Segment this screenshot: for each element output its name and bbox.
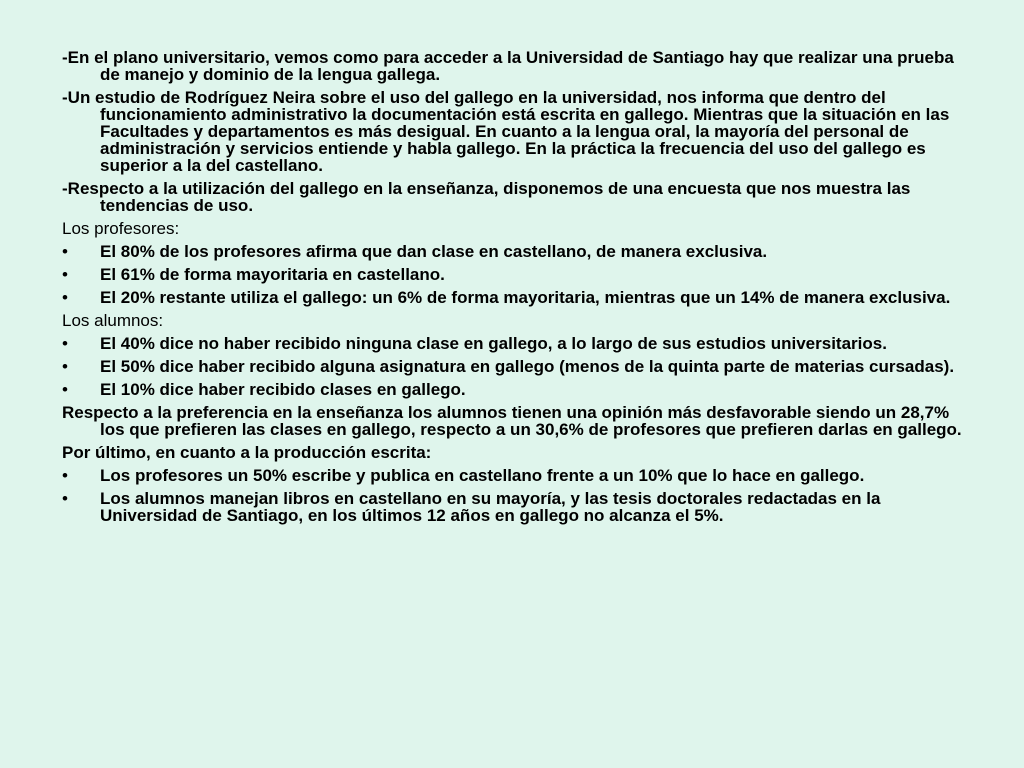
list-item-text: El 40% dice no haber recibido ninguna clase en gallego, a lo largo de sus estudios universitarios. xyxy=(100,334,887,353)
heading-alumnos: Los alumnos: xyxy=(62,311,164,330)
list-item-alumnos xyxy=(62,358,977,375)
list-item-produccion xyxy=(62,467,977,484)
list-item-text: Los alumnos manejan libros en castellano en su mayoría, y las tesis doctorales redactadas en la Universidad de Santiago, en los últimos 12 años en gallego no alcanza el 5%. xyxy=(100,489,881,525)
bullet-icon: • xyxy=(62,466,68,485)
paragraph-preferencia: Respecto a la preferencia en la enseñanza los alumnos tienen una opinión más desfavorable siendo un 28,7% los que prefieren las clases en gallego, respecto a un 30,6% de profesores que prefieren darlas en gallego. xyxy=(62,403,962,439)
list-item-text: Los profesores un 50% escribe y publica en castellano frente a un 10% que lo hace en gallego. xyxy=(100,466,865,485)
bullet-icon: • xyxy=(62,334,68,353)
list-item-profesores xyxy=(62,243,977,260)
list-item-text: El 50% dice haber recibido alguna asignatura en gallego (menos de la quinta parte de materias cursadas). xyxy=(100,357,955,376)
bullet-icon: • xyxy=(62,288,68,307)
list-item-text: El 10% dice haber recibido clases en gallego. xyxy=(100,380,466,399)
paragraph-estudio-rodriguez-neira: -Un estudio de Rodríguez Neira sobre el uso del gallego en la universidad, nos informa que dentro del funcionamiento administrativo la documentación está escrita en gallego. Mientras que la situación en las Facultades y departamentos es más desigual. En cuanto a la lengua oral, la mayoría del personal de administración y servicios entiende y habla gallego. En la práctica la frecuencia del uso del gallego es superior a la del castellano. xyxy=(62,88,950,175)
bullet-icon: • xyxy=(62,489,68,508)
list-item-alumnos xyxy=(62,381,977,398)
list-item-profesores xyxy=(62,289,977,306)
list-item-produccion xyxy=(62,490,977,524)
list-item-text: El 80% de los profesores afirma que dan clase en castellano, de manera exclusiva. xyxy=(100,242,768,261)
heading-produccion-escrita: Por último, en cuanto a la producción escrita: xyxy=(62,443,432,462)
paragraph-encuesta-ensenanza: -Respecto a la utilización del gallego en la enseñanza, disponemos de una encuesta que nos muestra las tendencias de uso. xyxy=(62,179,911,215)
bullet-icon: • xyxy=(62,380,68,399)
heading-profesores: Los profesores: xyxy=(62,219,180,238)
bullet-icon: • xyxy=(62,265,68,284)
bullet-icon: • xyxy=(62,357,68,376)
bullet-icon: • xyxy=(62,242,68,261)
slide-content xyxy=(62,49,977,530)
list-item-text: El 61% de forma mayoritaria en castellano. xyxy=(100,265,445,284)
list-item-text: El 20% restante utiliza el gallego: un 6% de forma mayoritaria, mientras que un 14% de manera exclusiva. xyxy=(100,288,951,307)
paragraph-acceso-universidad: -En el plano universitario, vemos como para acceder a la Universidad de Santiago hay que realizar una prueba de manejo y dominio de la lengua gallega. xyxy=(62,48,954,84)
list-item-profesores xyxy=(62,266,977,283)
list-item-alumnos xyxy=(62,335,977,352)
